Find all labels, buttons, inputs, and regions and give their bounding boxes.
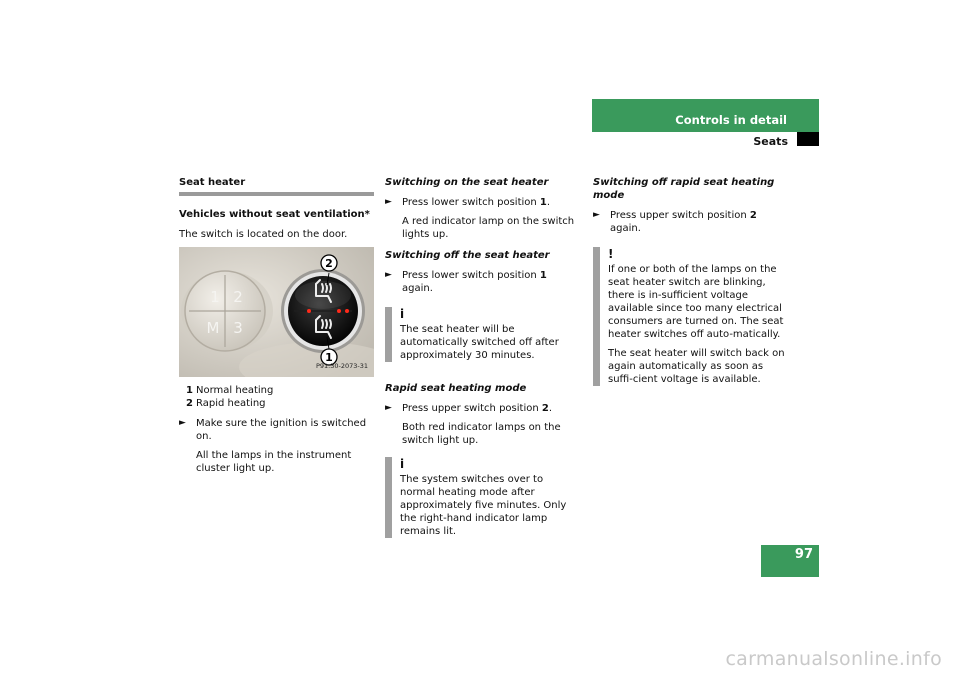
step-suffix: . bbox=[546, 197, 551, 208]
info-icon: i bbox=[400, 457, 405, 471]
memory-key-1: 1 bbox=[210, 288, 220, 306]
info-icon: i bbox=[400, 307, 405, 321]
info-note bbox=[385, 307, 580, 362]
info-note bbox=[385, 457, 580, 538]
warning-icon: ! bbox=[608, 247, 614, 261]
arrow-icon: ► bbox=[179, 418, 186, 428]
header-marker bbox=[797, 132, 819, 146]
callout-2: 2 bbox=[325, 257, 333, 270]
position-number: 1 bbox=[539, 197, 547, 208]
instruction-step bbox=[179, 417, 374, 443]
off-rapid-heading: Switching off rapid seat heating mode bbox=[593, 177, 775, 201]
arrow-icon: ► bbox=[593, 210, 600, 220]
instruction-step bbox=[593, 209, 789, 235]
position-number: 2 bbox=[749, 210, 757, 221]
watermark-text: carmanualsonline.info bbox=[725, 648, 942, 670]
instruction-step bbox=[385, 269, 580, 295]
callout-1: 1 bbox=[325, 351, 333, 364]
position-number: 2 bbox=[541, 403, 549, 414]
seat-heater-switch-figure bbox=[179, 247, 374, 377]
column-middle bbox=[385, 176, 580, 546]
instruction-step bbox=[385, 402, 580, 415]
legend-text: Rapid heating bbox=[196, 398, 266, 409]
off-heading: Switching off the seat heater bbox=[385, 250, 550, 261]
step-text: Press upper switch position bbox=[402, 403, 542, 414]
legend-number: 1 bbox=[186, 385, 193, 396]
step-result: All the lamps in the instrument cluster light up. bbox=[196, 450, 352, 474]
section-title: Seat heater bbox=[179, 177, 246, 188]
step-result: A red indicator lamp on the switch lights up. bbox=[402, 216, 575, 240]
arrow-icon: ► bbox=[385, 197, 392, 207]
intro-text: The switch is located on the door. bbox=[179, 229, 348, 240]
legend-number: 2 bbox=[186, 398, 193, 409]
step-suffix: . bbox=[548, 403, 553, 414]
step-text: Make sure the ignition is switched on. bbox=[196, 418, 367, 442]
section-subtitle: Seats bbox=[753, 135, 788, 148]
column-left bbox=[179, 176, 374, 483]
figure-code: P91.30-2073-31 bbox=[315, 362, 368, 370]
instruction-step bbox=[385, 196, 580, 209]
subheading: Vehicles without seat ventilation* bbox=[179, 209, 370, 220]
step-text: Press lower switch position bbox=[402, 270, 540, 281]
step-result: Both red indicator lamps on the switch light up. bbox=[402, 422, 561, 446]
column-right bbox=[593, 176, 789, 394]
warning-text: If one or both of the lamps on the seat heater switch are blinking, there is in-sufficient voltage available since too many electrical consumers are turned on. The seat heater switches off auto-matically. bbox=[608, 264, 784, 340]
arrow-icon: ► bbox=[385, 270, 392, 280]
note-bar bbox=[385, 307, 392, 362]
memory-key-2: 2 bbox=[233, 288, 243, 306]
note-bar bbox=[385, 457, 392, 538]
warning-text: The seat heater will switch back on again automatically as soon as suffi-cient voltage is available. bbox=[608, 348, 785, 385]
page-number: 97 bbox=[794, 547, 813, 562]
memory-key-m: M bbox=[206, 319, 220, 337]
note-text: The system switches over to normal heating mode after approximately five minutes. Only the right-hand indicator lamp remains lit. bbox=[400, 474, 567, 537]
note-bar bbox=[593, 247, 600, 386]
note-text: The seat heater will be automatically switched off after approximately 30 minutes. bbox=[400, 324, 559, 361]
legend-item bbox=[179, 397, 374, 410]
step-suffix: again. bbox=[610, 223, 641, 234]
memory-key-3: 3 bbox=[233, 319, 243, 337]
step-suffix: again. bbox=[402, 283, 433, 294]
watermark bbox=[0, 648, 960, 670]
arrow-icon: ► bbox=[385, 403, 392, 413]
step-text: Press upper switch position bbox=[610, 210, 750, 221]
legend-item bbox=[179, 384, 374, 397]
step-text: Press lower switch position bbox=[402, 197, 540, 208]
on-heading: Switching on the seat heater bbox=[385, 177, 549, 188]
legend-text: Normal heating bbox=[196, 385, 274, 396]
rapid-heading: Rapid seat heating mode bbox=[385, 383, 527, 394]
chapter-title: Controls in detail bbox=[675, 113, 787, 127]
position-number: 1 bbox=[539, 270, 547, 281]
switch-illustration bbox=[179, 247, 374, 377]
warning-note bbox=[593, 247, 789, 386]
section-rule bbox=[179, 192, 374, 196]
